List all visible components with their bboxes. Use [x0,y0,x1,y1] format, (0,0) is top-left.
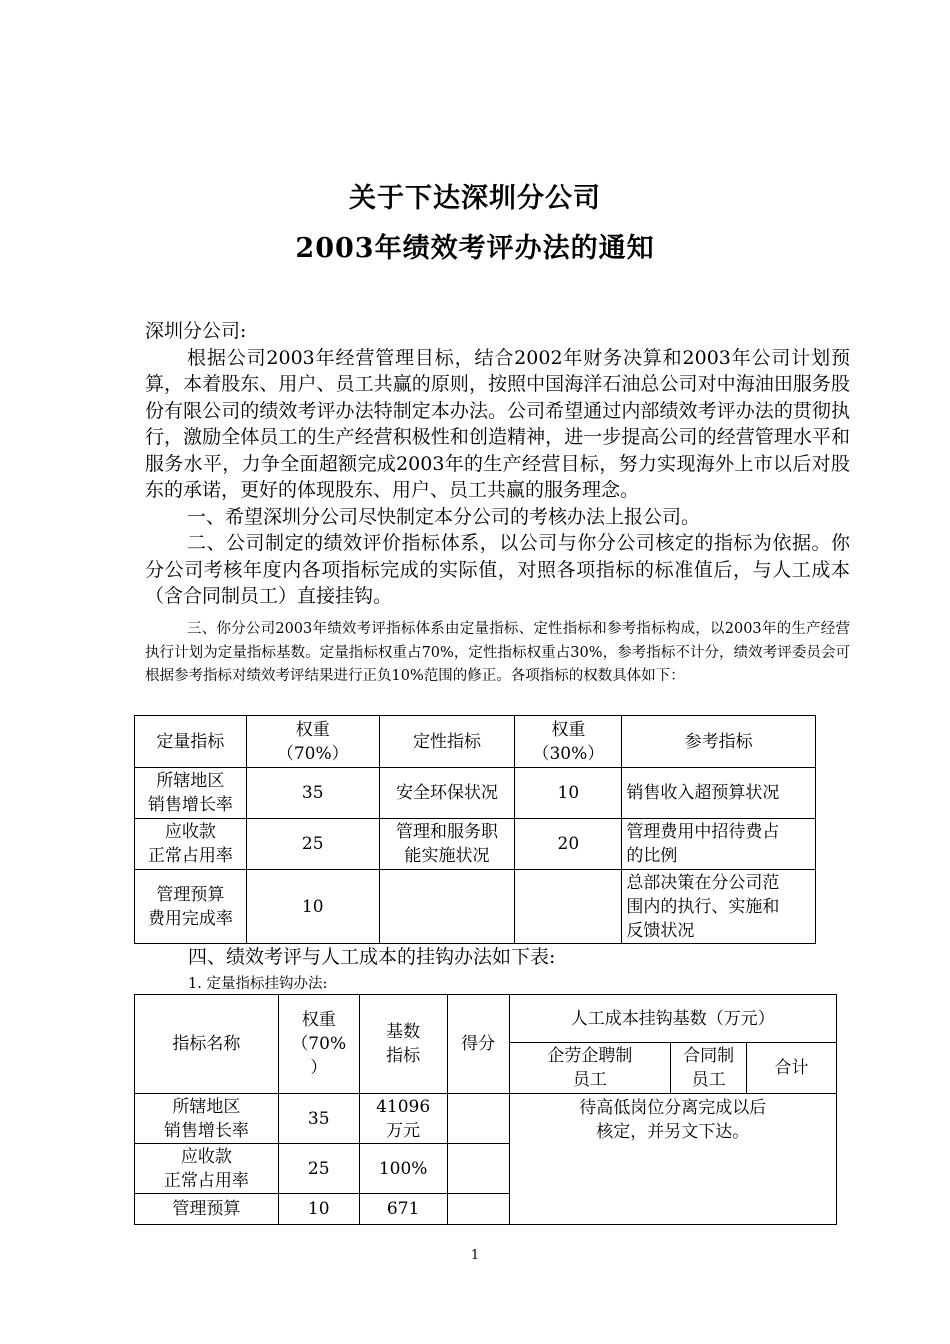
cell [515,870,622,944]
cell: 35 [278,1094,359,1144]
cell: 10 [515,768,622,819]
subheader-total: 合计 [747,1043,837,1094]
cell: 管理和服务职 能实施状况 [379,819,515,870]
cell: 10 [246,870,379,944]
header-qual: 定性指标 [379,716,515,768]
paragraph-3: 三、你分公司2003年绩效考评指标体系由定量指标、定性指标和参考指标构成，以2003年的生产经营执行计划为定量指标基数。定量指标权重占70%，定性指标权重占30%，参考指标不计分，绩效考评委员会可根据参考指标对绩效考评结果进行正负10%范围的修正。各项指标的权数具体如下： [145,621,850,684]
cell: 总部决策在分公司范 围内的执行、实施和 反馈状况 [622,870,816,944]
pending-note: 待高低岗位分离完成以后 核定，并另文下达。 [509,1094,836,1225]
cell: 所辖地区 销售增长率 [135,768,247,819]
cell [379,870,515,944]
cell: 管理预算 费用完成率 [135,870,247,944]
cell [447,1144,509,1194]
cell: 35 [246,768,379,819]
title-line-2: 2003年绩效考评办法的通知 [295,233,655,264]
header-base: 基数 指标 [359,995,447,1094]
cell [447,1194,509,1225]
cell: 100% [359,1144,447,1194]
title-line-1: 关于下达深圳分公司 [349,183,601,214]
cell: 安全环保状况 [379,768,515,819]
header-labor-cost: 人工成本挂钩基数（万元） [509,995,836,1043]
cell: 所辖地区 销售增长率 [135,1094,279,1144]
cell: 销售收入超预算状况 [622,768,816,819]
cell: 25 [246,819,379,870]
header-index-name: 指标名称 [135,995,279,1094]
subheader-contract: 合同制 员工 [671,1043,747,1094]
cell: 41096 万元 [359,1094,447,1144]
header-quant: 定量指标 [135,716,247,768]
paragraph-3-block [145,618,850,689]
paragraph-2: 二、公司制定的绩效评价指标体系，以公司与你分公司核定的指标为依据。你分公司考核年度内各项指标完成的实际值，对照各项指标的标准值后，与人工成本（含合同制员工）直接挂钩。 [145,532,850,607]
cell: 应收款 正常占用率 [135,1144,279,1194]
cell: 671 [359,1194,447,1225]
page-number: 1 [470,1248,480,1263]
cell [447,1094,509,1144]
header-weight: 权重 （70% ） [278,995,359,1094]
paragraph-intro: 根据公司2003年经营管理目标，结合2002年财务决算和2003年公司计划预算，本着股东、用户、员工共赢的原则，按照中国海洋石油总公司对中海油田服务股份有限公司的绩效考评办法特制定本办法。公司希望通过内部绩效考评办法的贯彻执行，激励全体员工的生产经营积极性和创造精神，进一步提高公司的经营管理水平和服务水平，力争全面超额完成2003年的生产经营目标，努力实现海外上市以后对股东的承诺，更好的体现股东、用户、员工共赢的服务理念。 [145,346,850,501]
subheader-staff: 企劳企聘制 员工 [509,1043,671,1094]
cell: 管理费用中招待费占 的比例 [622,819,816,870]
header-ref: 参考指标 [622,716,816,768]
paragraph-1: 一、希望深圳分公司尽快制定本分公司的考核办法上报公司。 [187,505,701,528]
salutation: 深圳分公司: [145,320,247,342]
letter-body [145,318,850,610]
cell: 20 [515,819,622,870]
cell: 管理预算 [135,1194,279,1225]
cell: 应收款 正常占用率 [135,819,247,870]
cell: 25 [278,1144,359,1194]
section-4-heading: 四、绩效考评与人工成本的挂钩办法如下表: [188,946,556,968]
cell: 10 [278,1194,359,1225]
subsection-1-heading: 1. 定量指标挂钩办法: [188,976,328,992]
header-score: 得分 [447,995,509,1094]
weights-table [134,715,816,944]
linkage-table [134,994,837,1225]
header-weight-70: 权重 （70%） [246,716,379,768]
header-weight-30: 权重 （30%） [515,716,622,768]
